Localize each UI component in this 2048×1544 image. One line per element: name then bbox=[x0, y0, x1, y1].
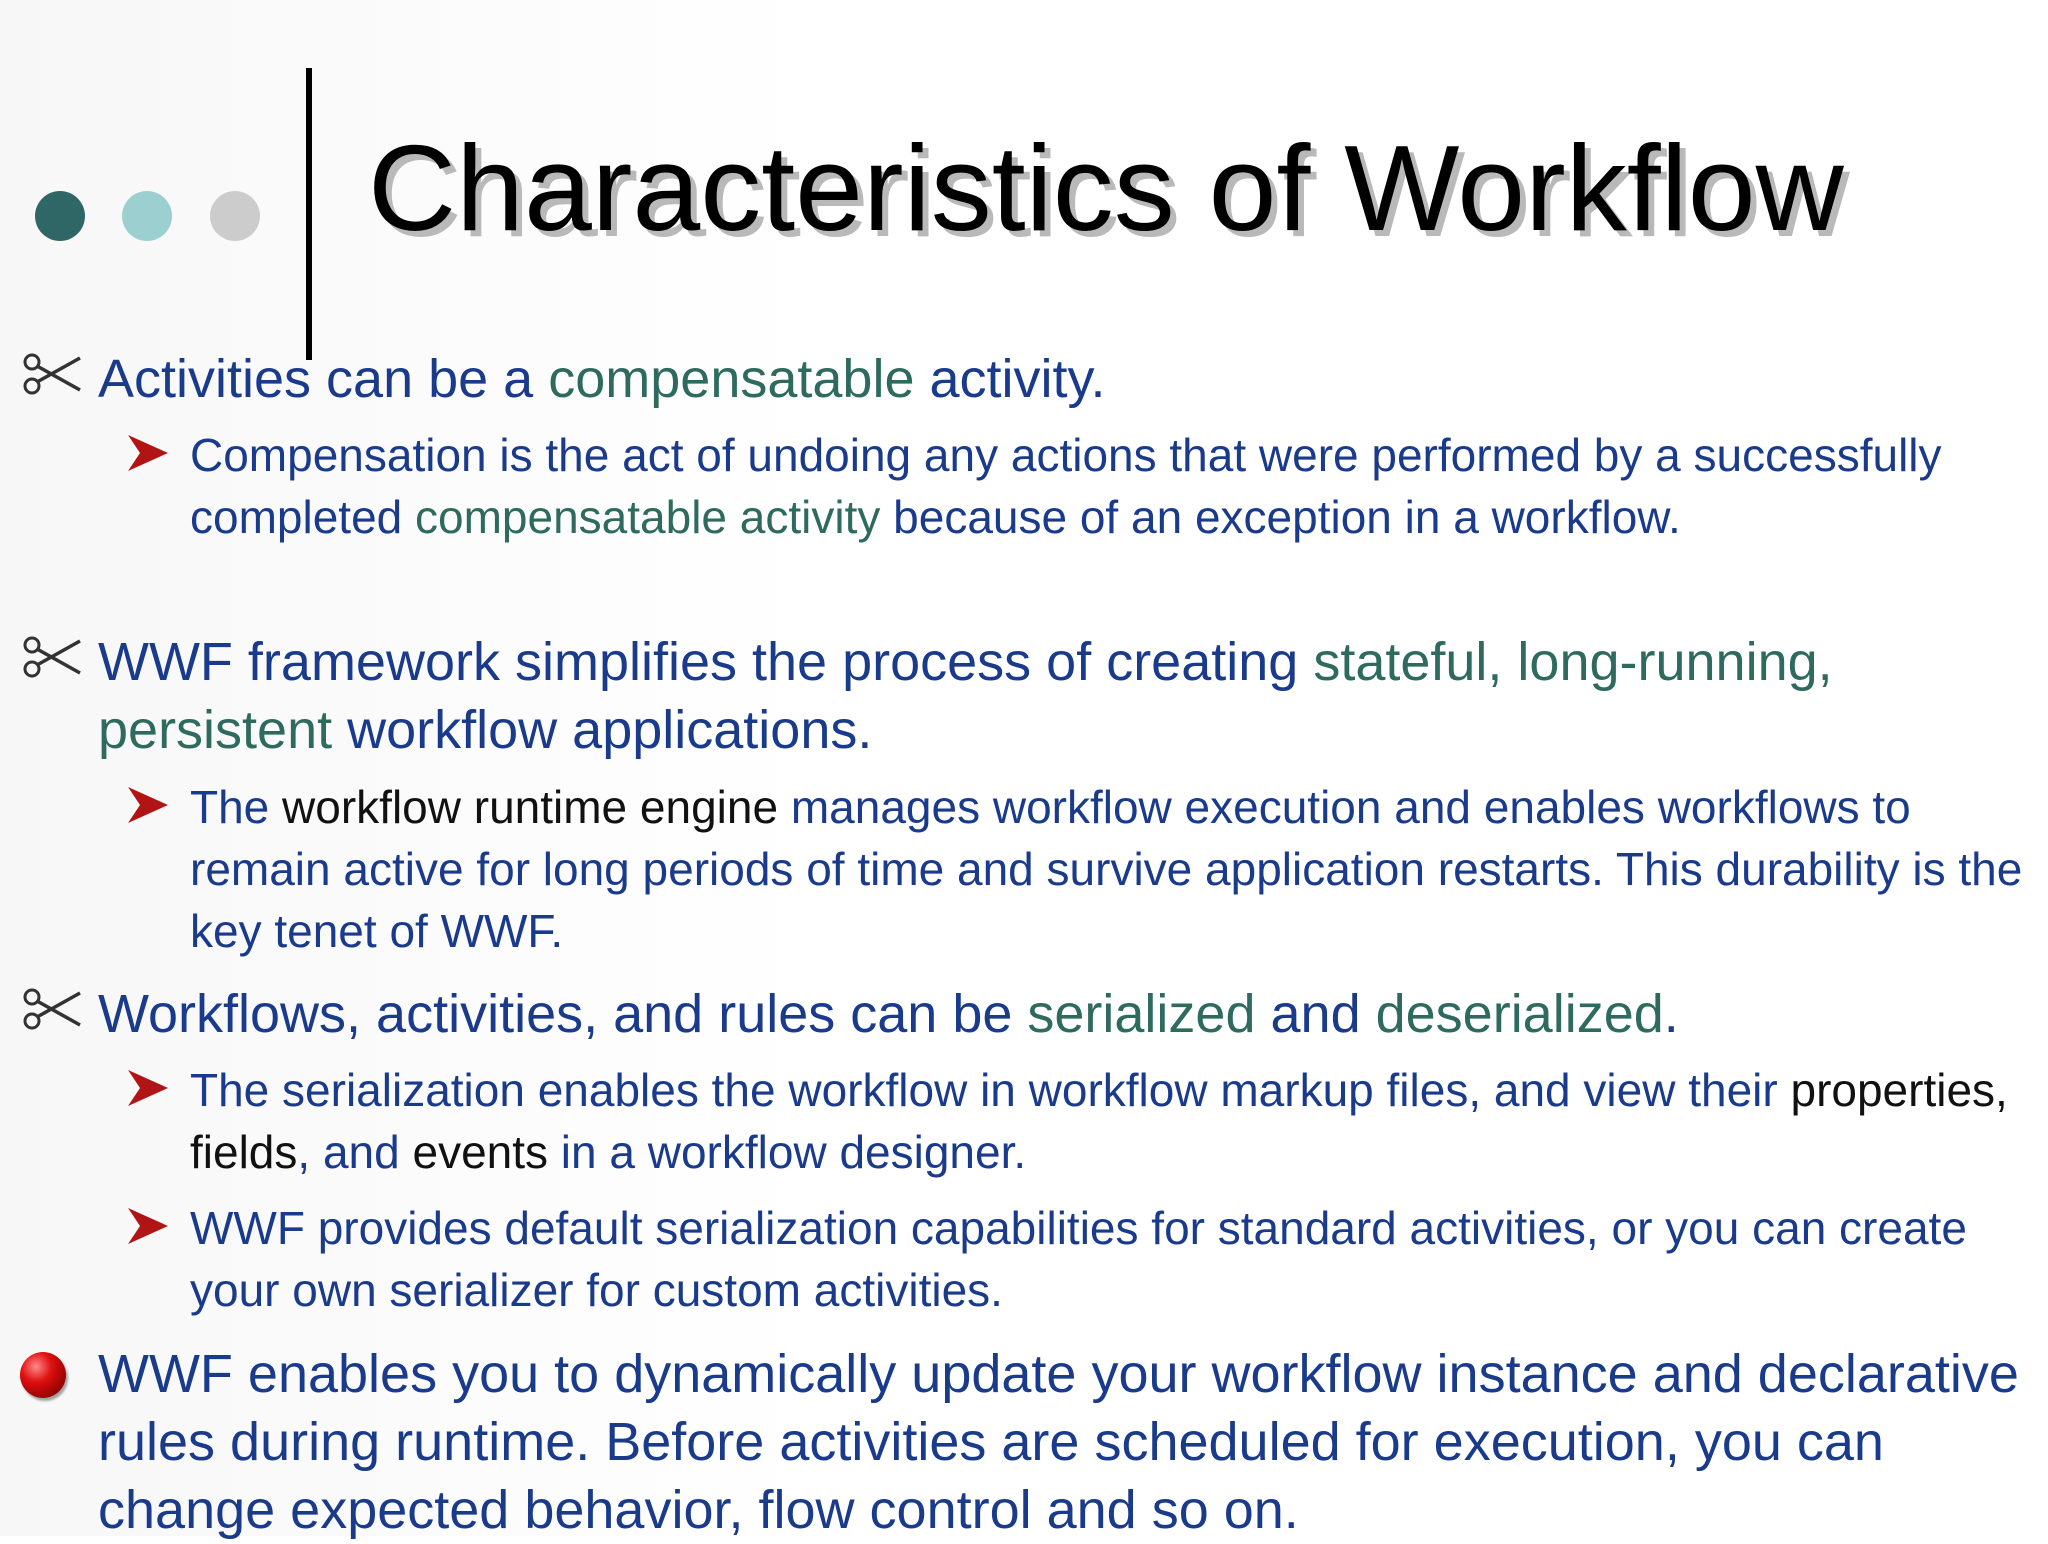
bullet-3-sub-2-text: WWF provides default serialization capabilities for standard activities, or you can create your own serializer for custom activities. bbox=[190, 1202, 1967, 1316]
bullet-3-text: Workflows, activities, and rules can be bbox=[98, 984, 1028, 1044]
bullet-4 bbox=[98, 1340, 2028, 1544]
bullet-3-text-mid: and bbox=[1255, 984, 1376, 1044]
bullet-1 bbox=[98, 345, 2028, 413]
arrow-bullet-icon bbox=[126, 1206, 170, 1246]
bullet-3-highlight-1: serialized bbox=[1027, 984, 1256, 1044]
bullet-1-highlight: compensatable bbox=[548, 349, 915, 409]
bullet-1-sub-1 bbox=[190, 424, 2030, 548]
bullet-3-sub-1-term-events: events bbox=[412, 1126, 549, 1178]
bullet-4-text: WWF enables you to dynamically update your workflow instance and declarative rules during runtime. Before activities are scheduled for execution, you can change expected behavior, flow control and so on. bbox=[98, 1344, 2019, 1540]
bullet-3-sub-2 bbox=[190, 1197, 2030, 1321]
scissors-icon bbox=[22, 350, 82, 398]
arrow-bullet-icon bbox=[126, 433, 170, 473]
bullet-2-sub-1 bbox=[190, 776, 2030, 962]
arrow-bullet-icon bbox=[126, 785, 170, 825]
bullet-3-sub-1-and: , and bbox=[297, 1126, 413, 1178]
arrow-bullet-icon bbox=[126, 1068, 170, 1108]
bullet-1-sub-1-text: Compensation is the act of undoing any actions that were performed by a successfully completed bbox=[190, 429, 1942, 543]
bullet-3-sub-1-comma: , bbox=[1995, 1064, 2008, 1116]
bullet-1-sub-1-text-end: because of an exception in a workflow. bbox=[880, 491, 1681, 543]
bullet-2-highlight: stateful, long-running, persistent bbox=[98, 632, 1833, 760]
bullet-3-sub-1-text-end: in a workflow designer. bbox=[548, 1126, 1027, 1178]
bullet-3-sub-1-term-fields: fields bbox=[190, 1126, 298, 1178]
slide-title: Characteristics of Workflow bbox=[368, 120, 1844, 256]
scissors-icon bbox=[22, 633, 82, 681]
bullet-3 bbox=[98, 980, 2028, 1048]
bullet-2-text: WWF framework simplifies the process of creating bbox=[98, 632, 1314, 692]
scissors-icon bbox=[22, 985, 82, 1033]
bullet-2 bbox=[98, 628, 2028, 764]
bullet-1-text-end: activity. bbox=[914, 349, 1106, 409]
bullet-3-sub-1-term-properties: properties bbox=[1790, 1064, 1996, 1116]
bullet-2-sub-1-term: workflow runtime engine bbox=[282, 781, 779, 833]
bullet-1-sub-1-highlight: compensatable activity bbox=[415, 491, 881, 543]
bullet-3-highlight-2: deserialized bbox=[1375, 984, 1664, 1044]
bullet-2-sub-1-text-end: manages workflow execution and enables workflows to remain active for long periods of time and survive application restarts. This durability is the key tenet of WWF. bbox=[190, 781, 2023, 957]
bullet-2-text-end: workflow applications. bbox=[332, 700, 873, 760]
bullet-3-sub-1-text: The serialization enables the workflow in workflow markup files, and view their bbox=[190, 1064, 1791, 1116]
red-ball-icon bbox=[20, 1352, 66, 1398]
bullet-2-sub-1-text: The bbox=[190, 781, 283, 833]
bullet-3-text-end: . bbox=[1663, 984, 1679, 1044]
bullet-1-text: Activities can be a bbox=[98, 349, 549, 409]
bullet-3-sub-1 bbox=[190, 1059, 2030, 1183]
